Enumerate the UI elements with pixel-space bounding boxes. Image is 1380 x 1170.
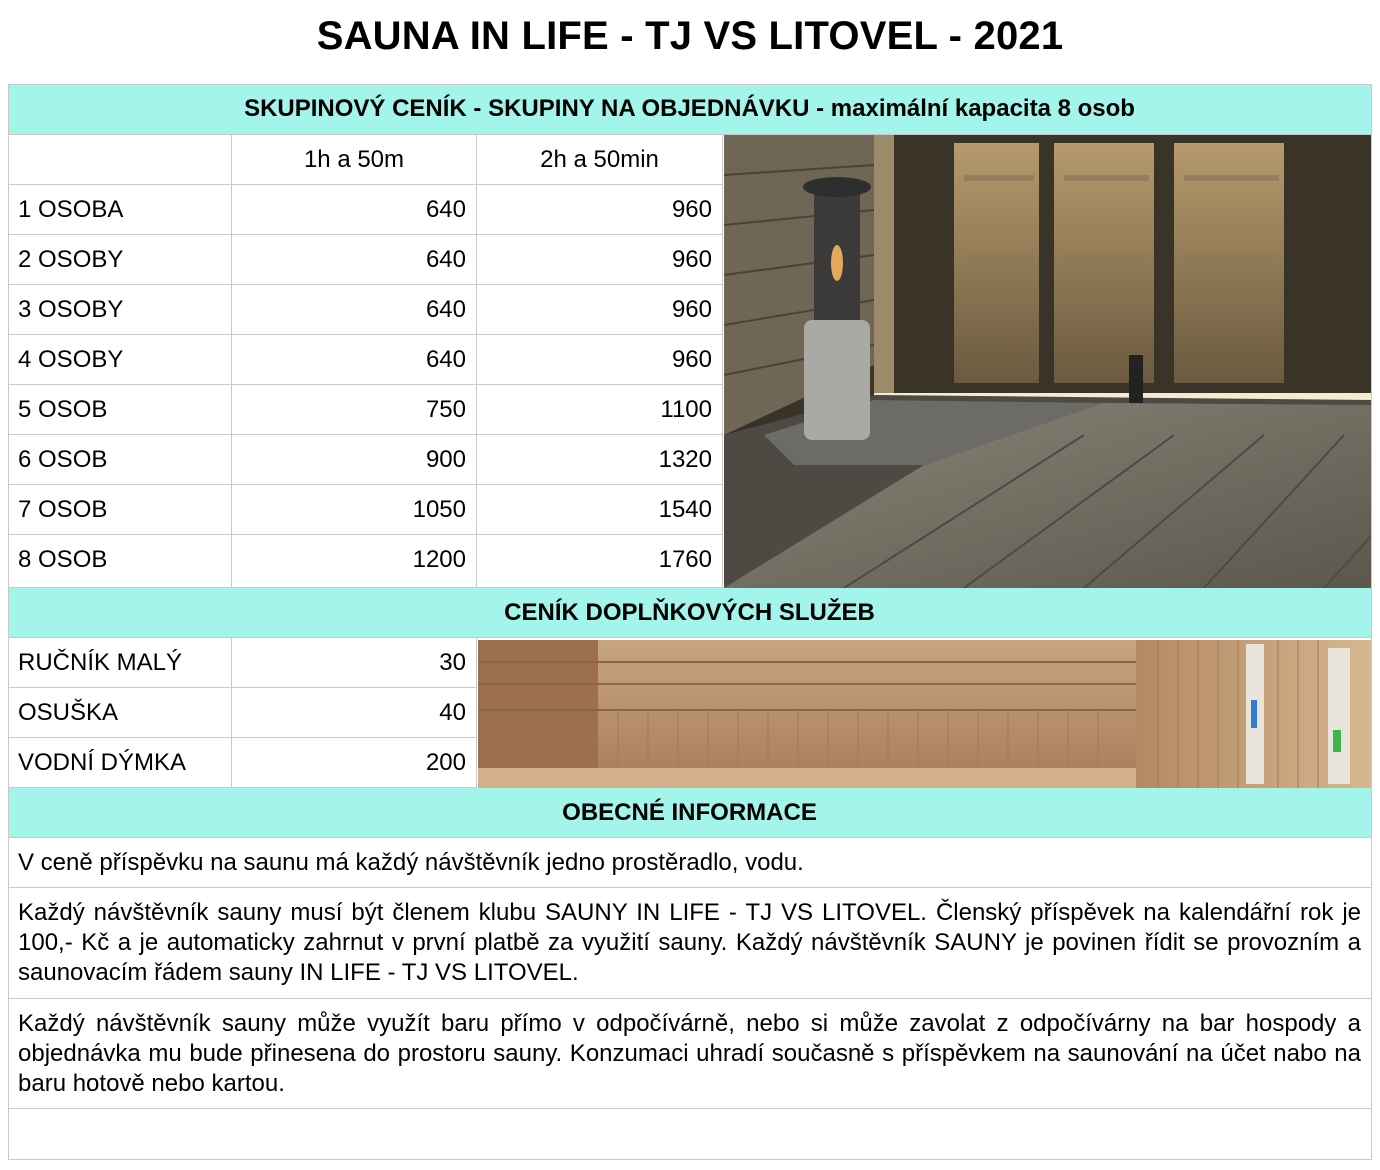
extras-row-label: OSUŠKA <box>8 688 232 738</box>
extras-row-label: VODNÍ DÝMKA <box>8 738 232 788</box>
group-row-label: 7 OSOB <box>8 485 232 535</box>
column-header-short-session: 1h a 50m <box>232 135 477 185</box>
group-row-label: 4 OSOBY <box>8 335 232 385</box>
group-row-short-price: 640 <box>232 335 477 385</box>
group-row-long-price: 1760 <box>477 535 723 588</box>
info-header: OBECNÉ INFORMACE <box>8 788 1372 838</box>
group-row-label: 2 OSOBY <box>8 235 232 285</box>
group-row-short-price: 640 <box>232 185 477 235</box>
group-row-short-price: 900 <box>232 435 477 485</box>
group-row-short-price: 640 <box>232 235 477 285</box>
group-row-long-price: 960 <box>477 335 723 385</box>
group-row-short-price: 1200 <box>232 535 477 588</box>
group-row-label: 1 OSOBA <box>8 185 232 235</box>
group-row-long-price: 1320 <box>477 435 723 485</box>
group-row-long-price: 1540 <box>477 485 723 535</box>
group-row-long-price: 1100 <box>477 385 723 435</box>
extras-row-price: 30 <box>232 638 477 688</box>
price-sheet <box>8 84 1372 1160</box>
group-row-short-price: 640 <box>232 285 477 335</box>
extras-row-price: 40 <box>232 688 477 738</box>
column-header-empty <box>8 135 232 185</box>
group-row-label: 5 OSOB <box>8 385 232 435</box>
group-row-short-price: 1050 <box>232 485 477 535</box>
group-row-long-price: 960 <box>477 185 723 235</box>
group-row-label: 6 OSOB <box>8 435 232 485</box>
group-pricing-header: SKUPINOVÝ CENÍK - SKUPINY NA OBJEDNÁVKU - maximální kapacita 8 osob <box>8 84 1372 135</box>
group-row-short-price: 750 <box>232 385 477 435</box>
column-header-long-session: 2h a 50min <box>477 135 723 185</box>
extras-row-price: 200 <box>232 738 477 788</box>
group-row-long-price: 960 <box>477 285 723 335</box>
empty-row <box>8 1109 1372 1160</box>
info-paragraph: Každý návštěvník sauny musí být členem klubu SAUNY IN LIFE - TJ VS LITOVEL. Členský příspěvek na kalendářní rok je 100,- Kč a je automaticky zahrnut v první platbě za využití sauny. Každý návštěvník SAUNY je povinen řídit se provozním a saunovacím řádem sauny IN LIFE - TJ VS LITOVEL. <box>8 888 1372 999</box>
group-row-label: 3 OSOBY <box>8 285 232 335</box>
extras-header: CENÍK DOPLŇKOVÝCH SLUŽEB <box>8 588 1372 638</box>
info-paragraph: Každý návštěvník sauny může využít baru přímo v odpočívárně, nebo si může zavolat z odpočívárny na bar hospody a objednávka mu bude přinesena do prostoru sauny. Konzumaci uhradí současně s příspěvkem na saunování na účet nabo na baru hotově nebo kartou. <box>8 999 1372 1109</box>
group-row-long-price: 960 <box>477 235 723 285</box>
sauna-interior-photo <box>478 640 1372 788</box>
page-title: SAUNA IN LIFE - TJ VS LITOVEL - 2021 <box>316 14 1064 58</box>
sauna-terrace-photo <box>724 135 1372 588</box>
group-row-label: 8 OSOB <box>8 535 232 588</box>
info-paragraph: V ceně příspěvku na saunu má každý návštěvník jedno prostěradlo, vodu. <box>8 838 1372 888</box>
extras-row-label: RUČNÍK MALÝ <box>8 638 232 688</box>
